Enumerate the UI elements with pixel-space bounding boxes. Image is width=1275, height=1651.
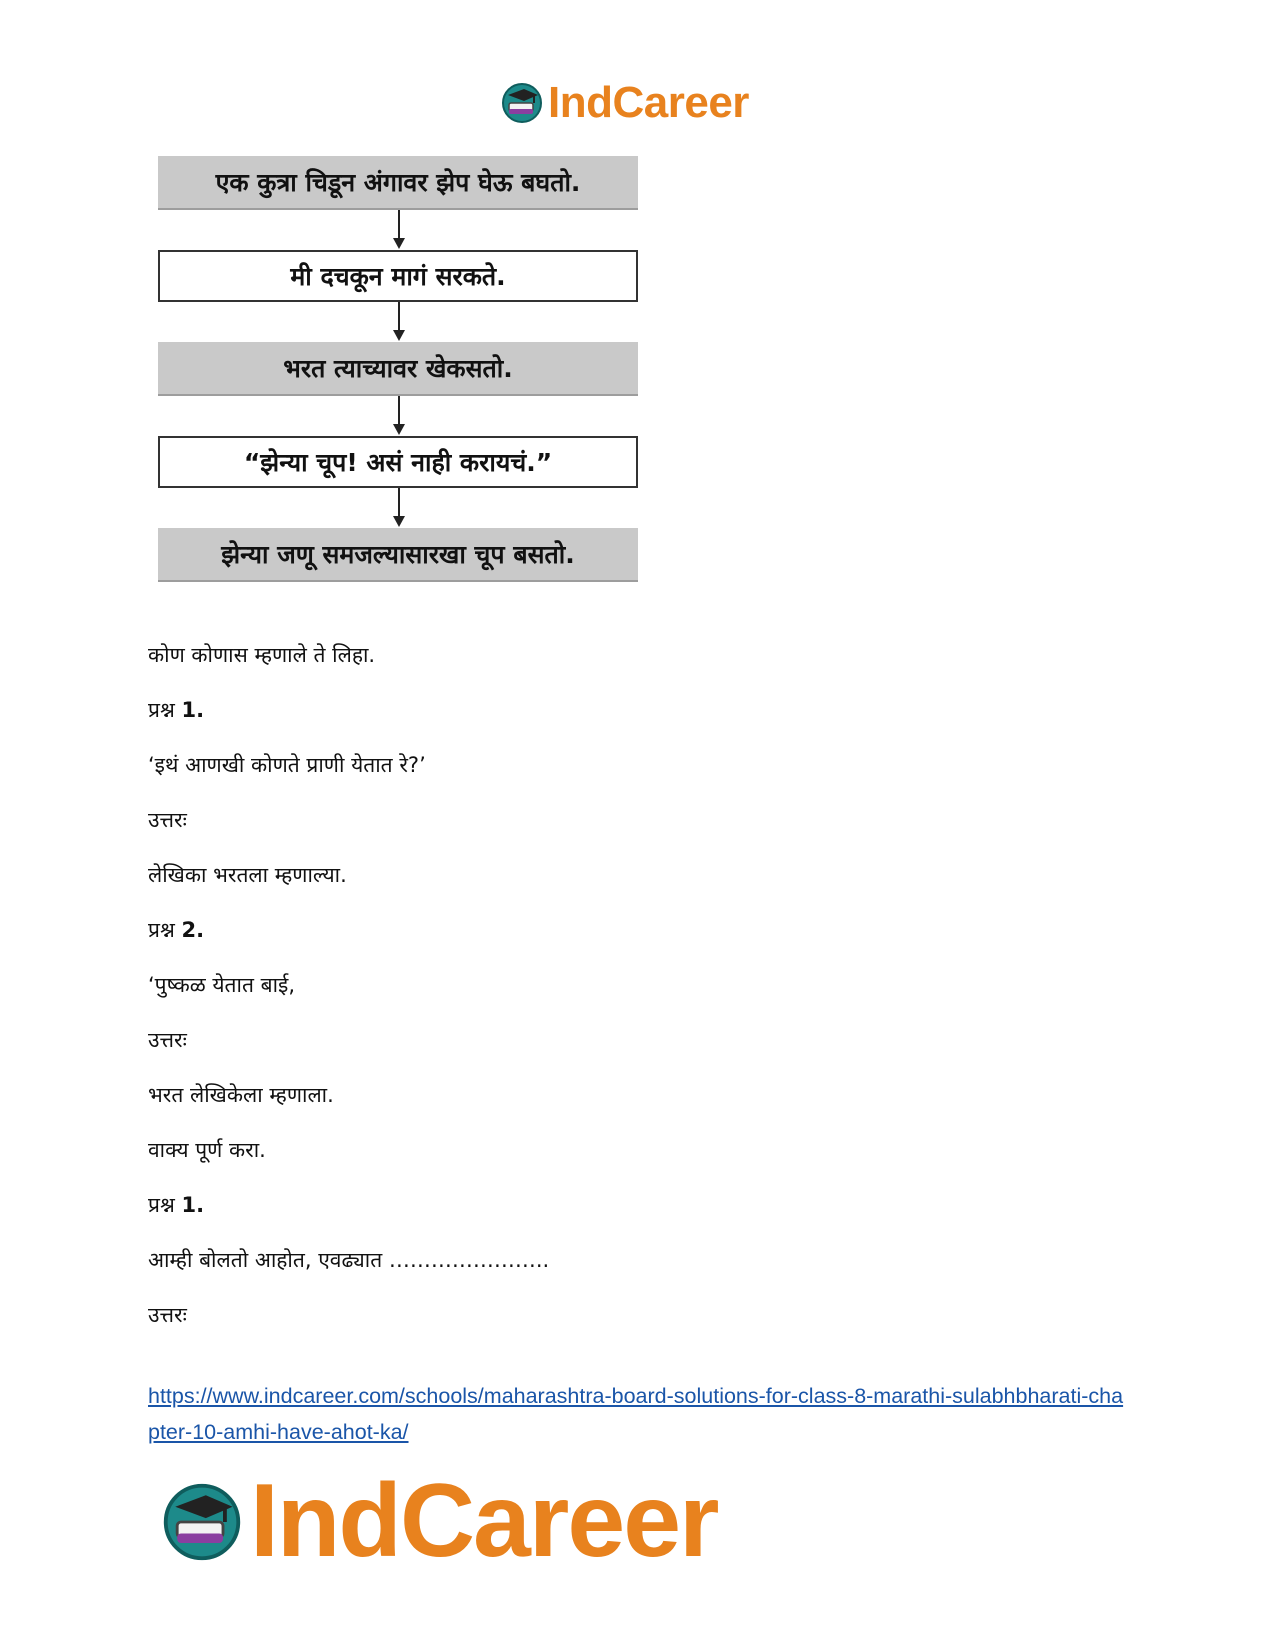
- question-text: आम्ही बोलतो आहोत, एवढ्यात …………………..: [148, 1248, 550, 1272]
- section-heading: कोण कोणास म्हणाले ते लिहा.: [148, 643, 376, 667]
- answer-text: लेखिका भरतला म्हणाल्या.: [148, 863, 347, 887]
- answer-label: उत्तरः: [148, 808, 187, 832]
- header-logo: [500, 78, 749, 128]
- flow-arrow: [158, 396, 638, 436]
- document-body: [148, 640, 1128, 1355]
- source-link[interactable]: https://www.indcareer.com/schools/maharashtra-board-solutions-for-class-8-marathi-sulabhbharati-chapter-10-amhi-have-ahot-ka/: [148, 1384, 1124, 1444]
- flowchart: [158, 156, 644, 582]
- logo-wordmark: IndCareer: [250, 1463, 718, 1579]
- question-label: प्रश्न 1.: [148, 1193, 205, 1217]
- question-label: प्रश्न 1.: [148, 698, 205, 722]
- question-text: ‘पुष्कळ येतात बाई,: [148, 973, 296, 997]
- question-label: प्रश्न 2.: [148, 918, 205, 942]
- question-text: ‘इथं आणखी कोणते प्राणी येतात रे?’: [148, 753, 426, 777]
- graduation-book-globe-icon: [160, 1480, 244, 1564]
- flow-step-2: मी दचकून मागं सरकते.: [158, 250, 638, 302]
- logo-wordmark: IndCareer: [548, 78, 749, 127]
- graduation-book-globe-icon: [500, 81, 544, 125]
- answer-text: भरत लेखिकेला म्हणाला.: [148, 1083, 334, 1107]
- answer-label: उत्तरः: [148, 1303, 187, 1327]
- flow-step-4: “झेन्या चूप! असं नाही करायचं.”: [158, 436, 638, 488]
- flow-arrow: [158, 488, 638, 528]
- flow-arrow: [158, 210, 638, 250]
- footer-logo: [160, 1462, 718, 1581]
- flow-step-1: एक कुत्रा चिडून अंगावर झेप घेऊ बघतो.: [158, 156, 638, 210]
- flow-step-5: झेन्या जणू समजल्यासारखा चूप बसतो.: [158, 528, 638, 582]
- section-heading: वाक्य पूर्ण करा.: [148, 1138, 266, 1162]
- flow-step-3: भरत त्याच्यावर खेकसतो.: [158, 342, 638, 396]
- flow-arrow: [158, 302, 638, 342]
- answer-label: उत्तरः: [148, 1028, 187, 1052]
